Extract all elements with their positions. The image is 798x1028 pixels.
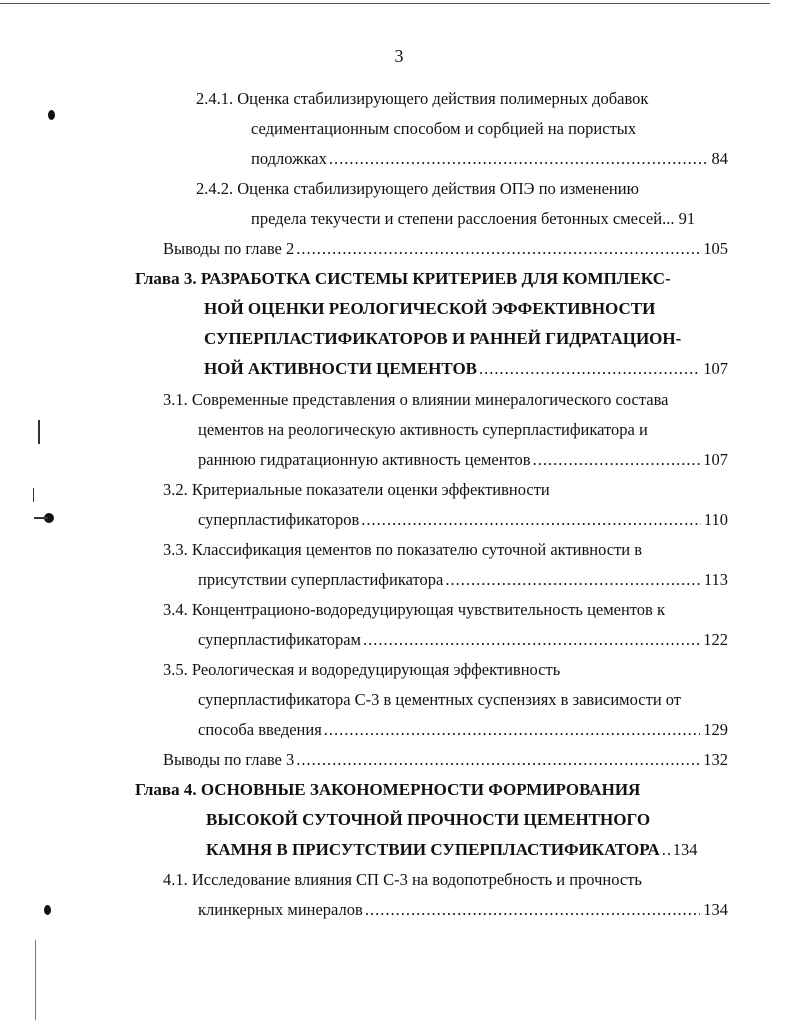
toc-chapter-4-page: 134 bbox=[672, 840, 698, 859]
toc-3-5-page: 129 bbox=[703, 720, 728, 739]
toc-3-3-line-2: присутствии суперпластификатора bbox=[198, 570, 444, 589]
toc-chapter-3-entry bbox=[204, 359, 728, 379]
toc-conclusions-3-entry bbox=[163, 750, 728, 770]
toc-3-4-line-2: суперпластификаторам bbox=[198, 630, 361, 649]
toc-3-2-entry bbox=[198, 510, 728, 530]
dot-leader bbox=[533, 450, 701, 470]
toc-3-3-line-1: 3.3. Классификация цементов по показателю суточной активности в bbox=[163, 540, 643, 559]
toc-conclusions-2-label: Выводы по главе 2 bbox=[163, 239, 295, 258]
toc-3-1-line-1: 3.1. Современные представления о влиянии минералогического состава bbox=[163, 390, 669, 409]
toc-2-4-2-line-2: предела текучести и степени расслоения бетонных смесей... bbox=[251, 209, 675, 228]
toc-2-4-1-page: 84 bbox=[711, 149, 728, 168]
margin-vertical-mark bbox=[35, 940, 36, 1020]
margin-dot-mark bbox=[48, 110, 55, 120]
toc-3-5-entry bbox=[198, 720, 728, 740]
dot-leader bbox=[445, 570, 701, 590]
toc-2-4-1-line-3: подложках bbox=[251, 149, 327, 168]
toc-3-2-page: 110 bbox=[703, 510, 728, 529]
toc-2-4-2-line-1: 2.4.2. Оценка стабилизирующего действия ОПЭ по изменению bbox=[196, 179, 639, 198]
toc-4-1-entry bbox=[198, 900, 728, 920]
toc-3-2-line-2: суперпластификаторов bbox=[198, 510, 360, 529]
toc-3-4-page: 122 bbox=[703, 630, 728, 649]
toc-3-1-line-3: раннюю гидратационную активность цементов bbox=[198, 450, 531, 469]
toc-chapter-3-page: 107 bbox=[703, 359, 728, 378]
toc-conclusions-3-label: Выводы по главе 3 bbox=[163, 750, 295, 769]
toc-chapter-4-line-2: ВЫСОКОЙ СУТОЧНОЙ ПРОЧНОСТИ ЦЕМЕНТНОГО bbox=[206, 810, 651, 829]
toc-chapter-3-line-1: Глава 3. РАЗРАБОТКА СИСТЕМЫ КРИТЕРИЕВ ДЛЯ КОМПЛЕКС- bbox=[135, 269, 671, 288]
toc-2-4-1-entry bbox=[251, 149, 728, 169]
toc-3-1-page: 107 bbox=[703, 450, 728, 469]
toc-4-1-line-2: клинкерных минералов bbox=[198, 900, 363, 919]
dot-leader bbox=[365, 900, 700, 920]
toc-conclusions-2-entry bbox=[163, 239, 728, 259]
dot-leader bbox=[296, 239, 700, 259]
toc-3-4-line-1: 3.4. Концентрационо-водоредуцирующая чувствительность цементов к bbox=[163, 600, 665, 619]
margin-vertical-mark bbox=[33, 488, 34, 502]
toc-chapter-4-line-1: Глава 4. ОСНОВНЫЕ ЗАКОНОМЕРНОСТИ ФОРМИРОВАНИЯ bbox=[135, 780, 641, 799]
page-number: 3 bbox=[394, 46, 404, 66]
toc-4-1-line-1: 4.1. Исследование влияния СП С-3 на водопотребность и прочность bbox=[163, 870, 642, 889]
dot-leader bbox=[363, 630, 700, 650]
dot-leader bbox=[479, 359, 700, 379]
toc-3-3-page: 113 bbox=[703, 570, 728, 589]
toc-chapter-4-entry bbox=[206, 840, 728, 860]
top-border-line bbox=[0, 3, 770, 4]
toc-2-4-1-line-1: 2.4.1. Оценка стабилизирующего действия полимерных добавок bbox=[196, 89, 649, 108]
toc-3-3-entry bbox=[198, 570, 728, 590]
toc-chapter-4-line-3: КАМНЯ В ПРИСУТСТВИИ СУПЕРПЛАСТИФИКАТОРА bbox=[206, 840, 660, 859]
margin-dot-mark bbox=[44, 905, 51, 915]
dot-leader bbox=[662, 840, 670, 860]
margin-vertical-mark bbox=[38, 420, 40, 444]
toc-chapter-3-line-2: НОЙ ОЦЕНКИ РЕОЛОГИЧЕСКОЙ ЭФФЕКТИВНОСТИ bbox=[204, 299, 656, 318]
toc-chapter-3-line-3: СУПЕРПЛАСТИФИКАТОРОВ И РАННЕЙ ГИДРАТАЦИОН- bbox=[204, 329, 682, 348]
toc-conclusions-2-page: 105 bbox=[703, 239, 728, 258]
toc-3-2-line-1: 3.2. Критериальные показатели оценки эффективности bbox=[163, 480, 550, 499]
dot-leader bbox=[296, 750, 700, 770]
toc-3-1-entry bbox=[198, 450, 728, 470]
toc-conclusions-3-page: 132 bbox=[703, 750, 728, 769]
toc-2-4-2-entry bbox=[251, 209, 695, 229]
dot-leader bbox=[329, 149, 709, 169]
dot-leader bbox=[324, 720, 700, 740]
toc-3-4-entry bbox=[198, 630, 728, 650]
dot-leader bbox=[361, 510, 701, 530]
toc-4-1-page: 134 bbox=[703, 900, 728, 919]
toc-2-4-2-page: 91 bbox=[678, 209, 696, 228]
toc-3-5-line-3: способа введения bbox=[198, 720, 322, 739]
toc-3-5-line-2: суперпластификатора С-3 в цементных суспензиях в зависимости от bbox=[198, 690, 682, 709]
toc-2-4-1-line-2: седиментационным способом и сорбцией на пористых bbox=[251, 119, 637, 138]
margin-arrow-stem bbox=[34, 517, 48, 519]
toc-chapter-3-line-4: НОЙ АКТИВНОСТИ ЦЕМЕНТОВ bbox=[204, 359, 478, 378]
toc-3-5-line-1: 3.5. Реологическая и водоредуцирующая эффективность bbox=[163, 660, 561, 679]
toc-3-1-line-2: цементов на реологическую активность суперпластификатора и bbox=[198, 420, 648, 439]
